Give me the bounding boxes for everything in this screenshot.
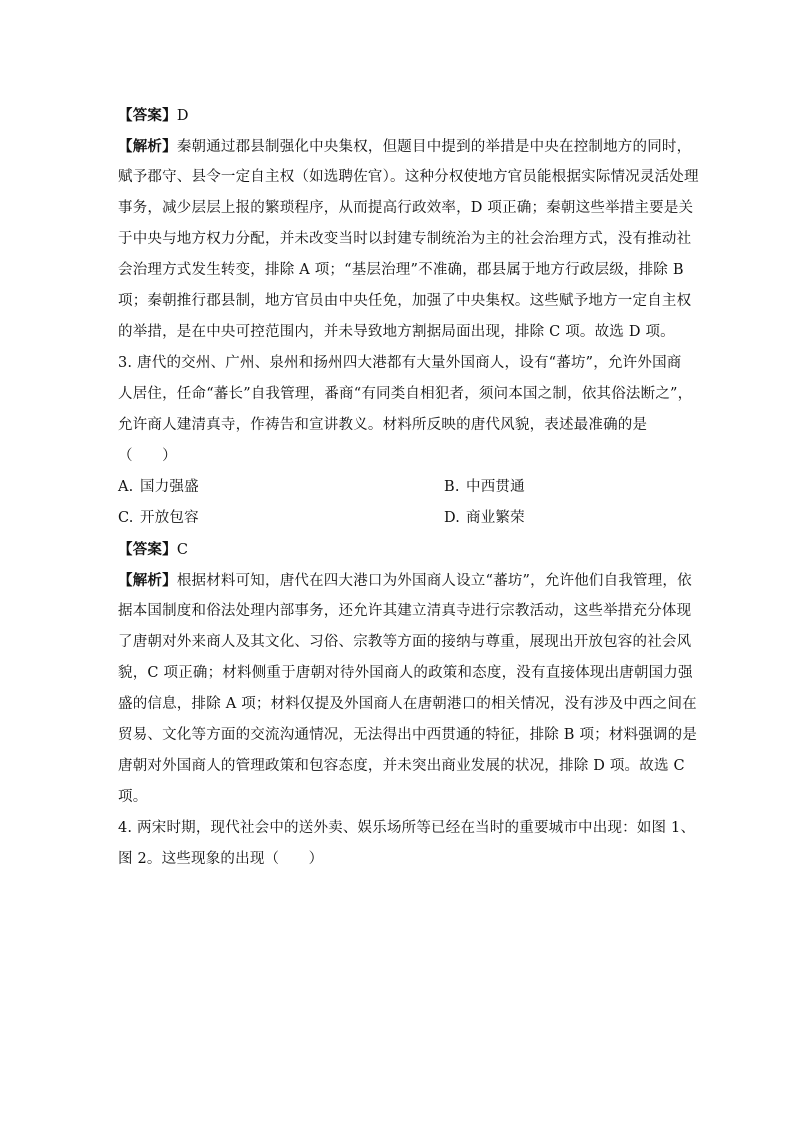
option-b xyxy=(444,472,525,503)
options-row xyxy=(118,503,678,534)
question-line: 4. 两宋时期，现代社会中的送外卖、娱乐场所等已经在当时的重要城市中出现：如图 1、 xyxy=(118,820,696,836)
analysis-line: 盛的信息，排除 A 项；材料仅提及外国商人在唐朝港口的相关情况，没有涉及中西之间在 xyxy=(118,696,697,712)
analysis-text: 秦朝通过郡县制强化中央集权，但题目中提到的举措是中央在控制地方的同时， xyxy=(176,139,692,155)
analysis-line: 会治理方式发生转变，排除 A 项；“基层治理”不准确，郡县属于地方行政层级，排除 B xyxy=(118,262,684,278)
option-text: 国力强盛 xyxy=(140,479,199,495)
question-line: 图 2。这些现象的出现（ ） xyxy=(118,851,324,867)
option-text: 商业繁荣 xyxy=(466,510,525,526)
analysis-label: 【解析】 xyxy=(118,138,177,155)
analysis-line xyxy=(118,565,692,596)
analysis-line: 于中央与地方权力分配，并未改变当时以封建专制统治为主的社会治理方式，没有推动社 xyxy=(118,231,692,247)
analysis-line: 貌，C 项正确；材料侧重于唐朝对待外国商人的政策和态度，没有直接体现出唐朝国力强 xyxy=(118,665,693,681)
question-3 xyxy=(118,348,693,534)
analysis-line: 据本国制度和俗法处理内部事务，还允许其建立清真寺进行宗教活动，这些举措充分体现 xyxy=(118,603,692,619)
analysis-q3 xyxy=(118,565,698,813)
option-text: 开放包容 xyxy=(140,510,199,526)
question-line: 3. 唐代的交州、广州、泉州和扬州四大港都有大量外国商人，设有“蕃坊”，允许外国商 xyxy=(118,355,682,371)
analysis-text: 根据材料可知，唐代在四大港口为外国商人设立“蕃坊”，允许他们自我管理，依 xyxy=(176,573,692,589)
analysis-line: 贸易、文化等方面的交流沟通情况，无法得出中西贯通的特征，排除 B 项；材料强调的是 xyxy=(118,727,698,743)
question-4 xyxy=(118,813,696,875)
analysis-line: 项；秦朝推行郡县制，地方官员由中央任免，加强了中央集权。这些赋予地方一定自主权 xyxy=(118,293,692,309)
answer-value: D xyxy=(176,108,189,124)
answer-label: 【答案】 xyxy=(118,541,177,558)
answer-label: 【答案】 xyxy=(118,107,177,124)
analysis-line: 了唐朝对外来商人及其文化、习俗、宗教等方面的接纳与尊重，展现出开放包容的社会风 xyxy=(118,634,692,650)
option-a xyxy=(118,472,199,503)
analysis-q2 xyxy=(118,131,699,348)
answer-line-q2 xyxy=(118,100,678,131)
question-line: 允许商人建清真寺，作祷告和宣讲教义。材料所反映的唐代风貌，表述最准确的是 xyxy=(118,417,648,433)
options-row xyxy=(118,472,678,503)
option-c xyxy=(118,503,199,534)
option-label: A. xyxy=(118,479,134,495)
question-line: 人居住，任命“蕃长”自我管理，番商“有同类自相犯者，须问本国之制，依其俗法断之”， xyxy=(118,386,693,402)
analysis-line: 的举措，是在中央可控范围内，并未导致地方割据局面出现，排除 C 项。故选 D 项。 xyxy=(118,324,675,340)
analysis-line: 唐朝对外国商人的管理政策和包容态度，并未突出商业发展的状况，排除 D 项。故选 C xyxy=(118,758,685,774)
option-label: C. xyxy=(118,510,134,526)
answer-value: C xyxy=(176,542,189,558)
analysis-line xyxy=(118,131,692,162)
page-content xyxy=(118,100,699,875)
analysis-line: 项。 xyxy=(118,789,148,805)
option-label: D. xyxy=(444,510,461,526)
answer-line-q3 xyxy=(118,534,678,565)
analysis-line: 赋予郡守、县令一定自主权（如选聘佐官）。这种分权使地方官员能根据实际情况灵活处理 xyxy=(118,169,699,185)
analysis-label: 【解析】 xyxy=(118,572,177,589)
question-blank: （ ） xyxy=(118,448,177,464)
option-label: B. xyxy=(444,479,460,495)
option-text: 中西贯通 xyxy=(466,479,525,495)
analysis-line: 事务，减少层层上报的繁琐程序，从而提高行政效率，D 项正确；秦朝这些举措主要是关 xyxy=(118,200,694,216)
option-d xyxy=(444,503,525,534)
